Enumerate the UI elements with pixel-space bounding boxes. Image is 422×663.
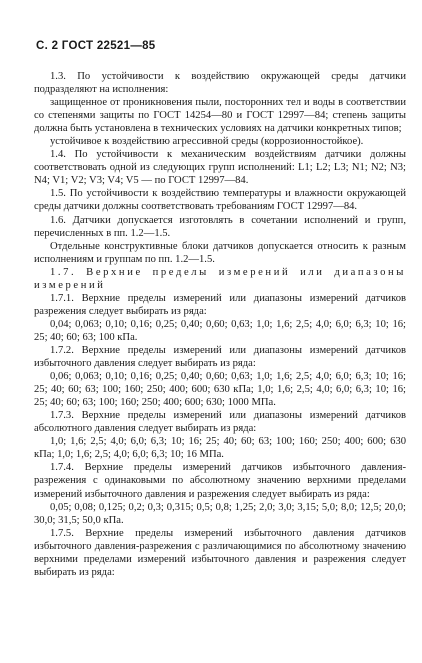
value-series-1-7-1: 0,04; 0,063; 0,10; 0,16; 0,25; 0,40; 0,60; 0,63; 1,0; 1,6; 2,5; 4,0; 6,0; 6,3; 10; 16; 25; 40; 60; 63; 100 кПа. [34,318,406,343]
paragraph-1-6: 1.6. Датчики допускается изготовлять в сочетании исполнений и групп, перечисленных в пп. 1.2—1.5. [34,214,406,239]
page-header: С. 2 ГОСТ 22521—85 [36,40,156,52]
paragraph-1-7-3: 1.7.3. Верхние пределы измерений или диапазоны измерений датчиков абсолютного давления следует выбирать из ряда: [34,410,406,435]
paragraph-1-7-4: 1.7.4. Верхние пределы измерений датчиков избыточного давления-разрежения с одинаковыми по абсолютному значению верхними пределами измерений избыточного давления и разрежения следует выбирать из ряда: [34,462,406,500]
paragraph-1-6-blocks: Отдельные конструктивные блоки датчиков допускается относить к разным исполнениям и группам по пп. 1.2—1.5. [34,240,406,265]
value-series-1-7-4: 0,05; 0,08; 0,125; 0,2; 0,3; 0,315; 0,5; 0,8; 1,25; 2,0; 3,0; 3,15; 5,0; 8,0; 12,5; 20,0; 30,0; 31,5; 50,0 кПа. [34,501,406,526]
paragraph-1-7-5: 1.7.5. Верхние пределы измерений избыточного давления датчиков избыточного давления-разрежения с различающимися по абсолютному значению верхними пределами измерений избыточного давления и разрежения следует выбирать из ряда: [34,527,406,578]
document-body [34,70,406,579]
paragraph-1-7-1: 1.7.1. Верхние пределы измерений или диапазоны измерений датчиков разрежения следует выбирать из ряда: [34,292,406,317]
paragraph-1-7-2: 1.7.2. Верхние пределы измерений или диапазоны измерений датчиков избыточного давления следует выбирать из ряда: [34,344,406,370]
paragraph-1-3-corrosion: устойчивое к воздействию агрессивной среды (коррозионностойкое). [50,136,364,148]
value-series-1-7-2: 0,06; 0,063; 0,10; 0,16; 0,25; 0,40; 0,60; 0,63; 1,0; 1,6; 2,5; 4,0; 6,0; 6,3; 10; 16; 25; 40; 60; 63; 100; 160; 250; 400; 600; 630 кПа; 1,0; 1,6; 2,5; 4,0; 6,0; 6,3; 10; 16; 25; 40; 60; 63; 100; 160; 250; 400; 600; 630; 1000 МПа. [34,371,406,409]
paragraph-1-3: 1.3. По устойчивости к воздействию окружающей среды датчики подразделяют на исполнения: [34,71,406,96]
paragraph-1-3-dustproof: защищенное от проникновения пыли, посторонних тел и воды в соответствии со степенями защиты по ГОСТ 14254—80 и ГОСТ 12997—84; степень защиты должна быть установлена в технических условиях на датчики конкретных типов; [34,97,406,135]
section-heading-1-7: 1.7. Верхние пределы измерений или диапазоны измерений [34,266,406,291]
paragraph-1-4: 1.4. По устойчивости к механическим воздействиям датчики должны соответствовать одной из следующих групп исполнений: L1; L2; L3; N1; N2; N3; N4; V1; V2; V3; V4; V5 — по ГОСТ 12997—84. [34,149,406,187]
value-series-1-7-3: 1,0; 1,6; 2,5; 4,0; 6,0; 6,3; 10; 16; 25; 40; 60; 63; 100; 160; 250; 400; 600; 630 кПа; 1,0; 1,6; 2,5; 4,0; 6,0; 6,3; 10; 16 МПа. [34,436,406,461]
paragraph-1-5: 1.5. По устойчивости к воздействию температуры и влажности окружающей среды датчики должны соответствовать требованиям ГОСТ 12997—84. [34,188,406,213]
